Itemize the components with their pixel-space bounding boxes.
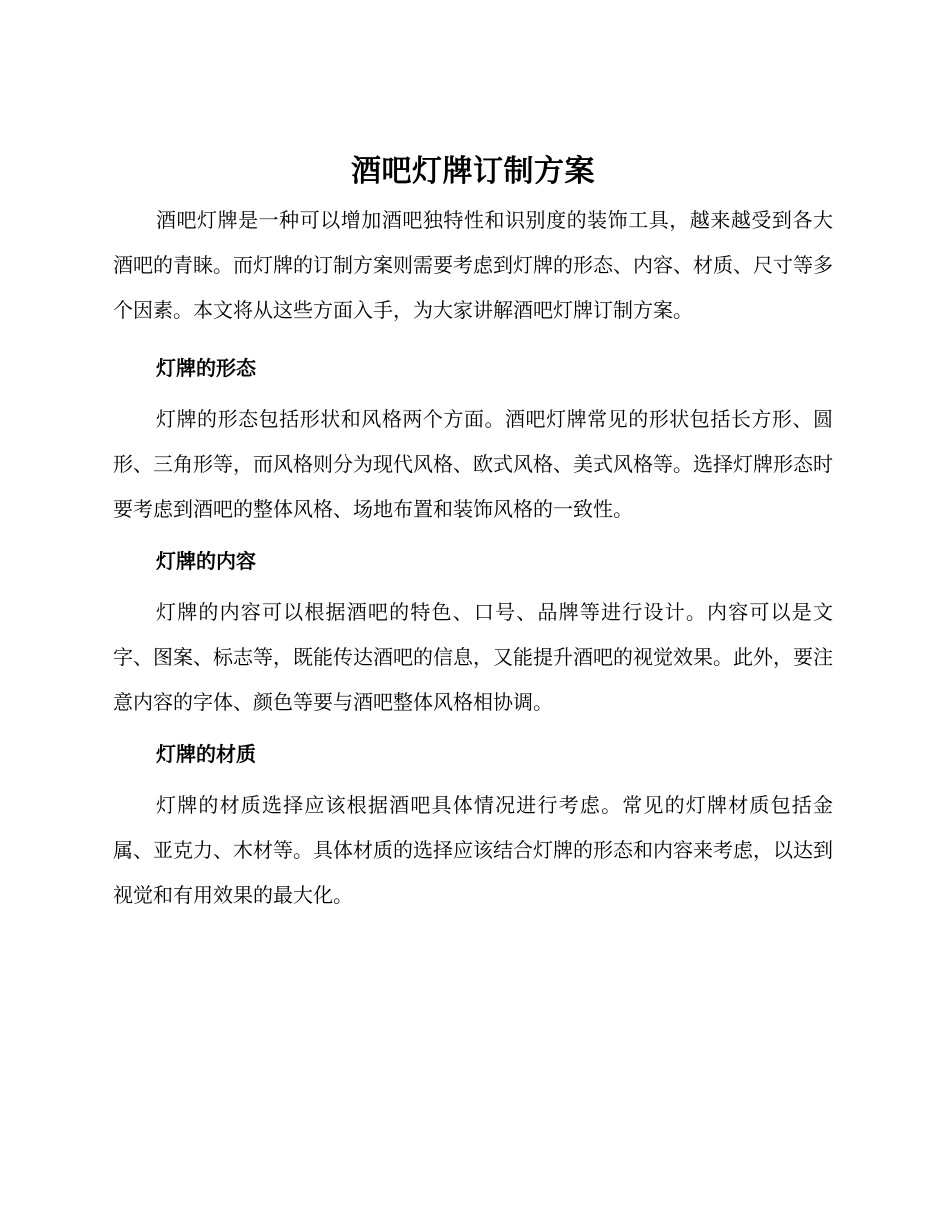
document-page [113, 150, 833, 918]
section-body-material: 灯牌的材质选择应该根据酒吧具体情况进行考虑。常见的灯牌材质包括金属、亚克力、木材等。具体材质的选择应该结合灯牌的形态和内容来考虑，以达到视觉和有用效果的最大化。 [113, 793, 833, 907]
section-body-content: 灯牌的内容可以根据酒吧的特色、口号、品牌等进行设计。内容可以是文字、图案、标志等，既能传达酒吧的信息，又能提升酒吧的视觉效果。此外，要注意内容的字体、颜色等要与酒吧整体风格相协调。 [113, 600, 833, 714]
section-body-form: 灯牌的形态包括形状和风格两个方面。酒吧灯牌常见的形状包括长方形、圆形、三角形等，而风格则分为现代风格、欧式风格、美式风格等。选择灯牌形态时要考虑到酒吧的整体风格、场地布置和装饰风格的一致性。 [113, 407, 833, 521]
section-heading-content: 灯牌的内容 [156, 549, 256, 573]
document-title: 酒吧灯牌订制方案 [351, 154, 595, 189]
section-heading-form: 灯牌的形态 [156, 356, 256, 380]
intro-paragraph: 酒吧灯牌是一种可以增加酒吧独特性和识别度的装饰工具，越来越受到各大酒吧的青睐。而灯牌的订制方案则需要考虑到灯牌的形态、内容、材质、尺寸等多个因素。本文将从这些方面入手，为大家讲解酒吧灯牌订制方案。 [113, 208, 833, 322]
section-heading-material: 灯牌的材质 [156, 742, 256, 766]
